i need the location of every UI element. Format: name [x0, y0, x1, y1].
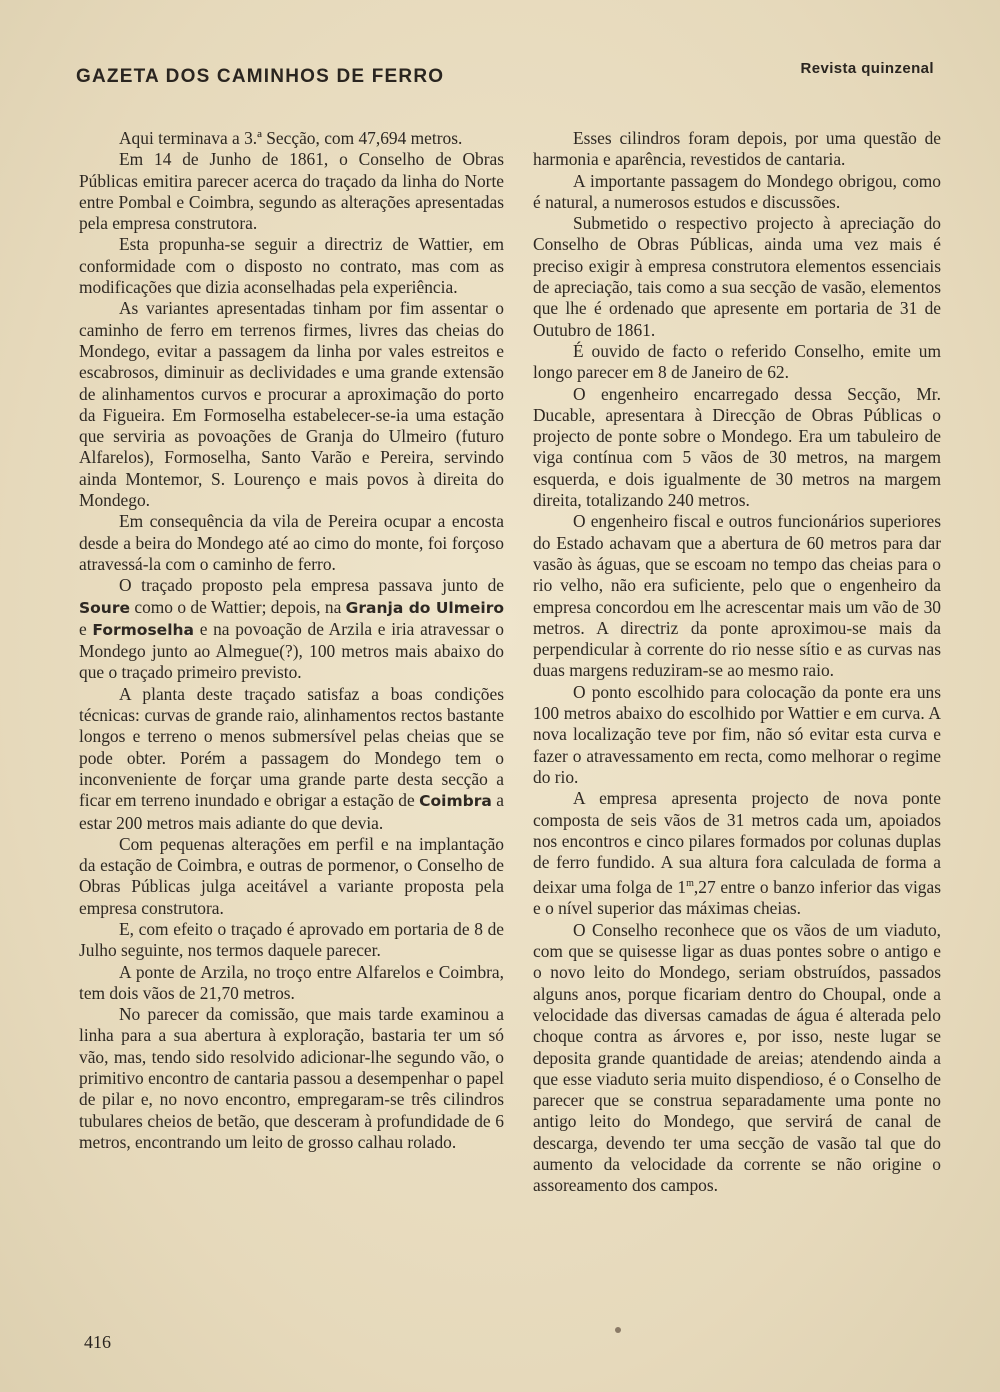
- paragraph: Com pequenas alterações em perfil e na implantação da estação de Coimbra, e outras de pormenor, o Conselho de Obras Públicas julga aceitável a variante proposta pela empresa construtora.: [79, 833, 504, 918]
- paragraph: Esta propunha-se seguir a directriz de Wattier, em conformidade com o disposto no contrato, mas com as modificações que dizia aconselhadas pela experiência.: [79, 234, 504, 298]
- place-name-granja: Granja do Ulmeiro: [345, 598, 505, 617]
- journal-subtitle: Revista quinzenal: [800, 60, 934, 77]
- left-column: [79, 128, 504, 1153]
- paragraph: O engenheiro encarregado dessa Secção, Mr. Ducable, apresentara à Direcção de Obras Públicas o projecto de ponte sobre o Mondego. Era um tabuleiro de viga contínua com 5 vãos de 30 metros, na margem esquerda, e dois igualmente de 30 metros na margem direita, totalizando 240 metros.: [533, 383, 941, 511]
- paragraph: [533, 788, 941, 920]
- place-name-coimbra: Coimbra: [419, 792, 492, 811]
- superscript: m: [686, 878, 694, 890]
- paragraph: Em 14 de Junho de 1861, o Conselho de Obras Públicas emitira parecer acerca do traçado da linha do Norte entre Pombal e Coimbra, segundo as alterações apresentadas pela empresa construtora.: [79, 149, 504, 234]
- paragraph: E, com efeito o traçado é aprovado em portaria de 8 de Julho seguinte, nos termos daquele parecer.: [79, 918, 504, 961]
- text-span: como o de Wattier; depois, na: [130, 596, 346, 617]
- paragraph: Aqui terminava a 3.ª Secção, com 47,694 metros.: [119, 128, 463, 148]
- paragraph: [79, 684, 504, 834]
- paragraph: O engenheiro fiscal e outros funcionários superiores do Estado achavam que a abertura de 60 metros para dar vasão às águas, que se escoam no tempo das cheias para o rio velho, não era suficiente, pelo que o engenheiro da empresa concordou em lhe acrescentar mais um vão de 30 metros. A directriz da ponte aproximou-se mais da perpendicular à corrente do rio nesse sítio e as curvas nas duas margens reduziram-se ao mesmo raio.: [533, 511, 941, 681]
- paragraph: Em consequência da vila de Pereira ocupar a encosta desde a beira do Mondego até ao cimo do monte, foi forçoso atravessá-la com o caminho de ferro.: [79, 511, 504, 574]
- text-span: e na povoação de Arzila e iria atravessar o Mondego junto ao Almegue(?), 100 metros mais abaixo do que o traçado primeiro previsto.: [79, 618, 504, 683]
- text-span: O traçado proposto pela empresa passava junto de: [119, 575, 504, 596]
- text-span: A planta deste traçado satisfaz a boas condições técnicas: curvas de grande raio, alinhamentos rectos bastante longos e terreno o menos submersível pelas cheias que se pode obter. Porém a passagem do Mondego tem o inconveniente de forçar uma grande parte desta secção a ficar em terreno inundado e obrigar a estação de: [79, 683, 504, 811]
- page-number: 416: [84, 1332, 111, 1352]
- paragraph: A ponte de Arzila, no troço entre Alfarelos e Coimbra, tem dois vãos de 21,70 metros.: [79, 961, 504, 1003]
- text-span: a estar 200 metros mais adiante do que devia.: [79, 790, 504, 833]
- text-span: ,27 entre o banzo inferior das vigas e o nível superior das máximas cheias.: [533, 877, 941, 919]
- paragraph: Esses cilindros foram depois, por uma questão de harmonia e aparência, revestidos de cantaria.: [533, 128, 941, 170]
- right-column: [533, 128, 941, 1197]
- place-name-soure: Soure: [79, 598, 131, 617]
- paragraph: As variantes apresentadas tinham por fim assentar o caminho de ferro em terrenos firmes, livres das cheias do Mondego, evitar a passagem da linha por vales estreitos e escabrosos, diminuir as declividades e uma grande extensão de alinhamentos curvos e procurar a aproximação do porto da Figueira. Em Formoselha estabelecer-se-ia uma estação que serviria as povoações de Granja do Ulmeiro (futuro Alfarelos), Formoselha, Santo Varão e Pereira, servindo ainda Montemor, S. Lourenço e mais povos à direita do Mondego.: [79, 298, 504, 511]
- paragraph: É ouvido de facto o referido Conselho, emite um longo parecer em 8 de Janeiro de 62.: [533, 340, 941, 383]
- paragraph: [79, 575, 504, 683]
- paragraph: No parecer da comissão, que mais tarde examinou a linha para a sua abertura à exploração, bastaria ter um só vão, mas, tendo sido resolvido adicionar-lhe segundo vão, o primitivo encontro de cantaria passou a desempenhar o papel de pilar e, no novo encontro, empregaram-se três cilindros tubulares cheios de betão, que desceram à profundidade de 6 metros, encontrando um leito de grosso calhau rolado.: [79, 1004, 504, 1152]
- paragraph: O Conselho reconhece que os vãos de um viaduto, com que se quisesse ligar as duas pontes sobre o antigo e o novo leito do Mondego, seriam obstruídos, passados alguns anos, porque ficariam dentro do Choupal, onde a velocidade das diversas camadas de água é alterada pelo choque contra as árvores e, por isso, neste lugar se deposita grande quantidade de areias; atendendo ainda a que esse viaduto seria muito dispendioso, é o Conselho de parecer que se construa separadamente uma ponte no antigo leito do Mondego, que servirá de canal de descarga, devendo ter uma secção de vasão tal que do aumento da velocidade da corrente se não origine o assoreamento dos campos.: [533, 919, 941, 1196]
- journal-title: GAZETA DOS CAMINHOS DE FERRO: [76, 66, 445, 87]
- paragraph: O ponto escolhido para colocação da ponte era uns 100 metros abaixo do escolhido por Wattier e em curva. A nova localização teve por fim, não só evitar esta curva e fazer o atravessamento em recta, como melhorar o regime do rio.: [533, 681, 941, 787]
- text-span: e: [79, 618, 93, 639]
- paragraph: Submetido o respectivo projecto à apreciação do Conselho de Obras Públicas, ainda uma vez mais é preciso exigir à empresa construtora elementos essenciais de apreciação, tais como a sua secção de vasão, elementos que lhe é ordenado que apresente em portaria de 31 de Outubro de 1861.: [533, 213, 941, 340]
- ornament-dot: [615, 1327, 621, 1333]
- place-name-formoselha: Formoselha: [92, 620, 195, 639]
- paragraph: A importante passagem do Mondego obrigou, como é natural, a numerosos estudos e discussões.: [533, 170, 941, 212]
- text-span: A empresa apresenta projecto de nova ponte composta de seis vãos de 31 metros cada um, apoiados nos encontros e cinco pilares formados por colunas duplas de ferro fundido. A sua altura fora calculada de forma a deixar uma folga de 1: [533, 788, 941, 898]
